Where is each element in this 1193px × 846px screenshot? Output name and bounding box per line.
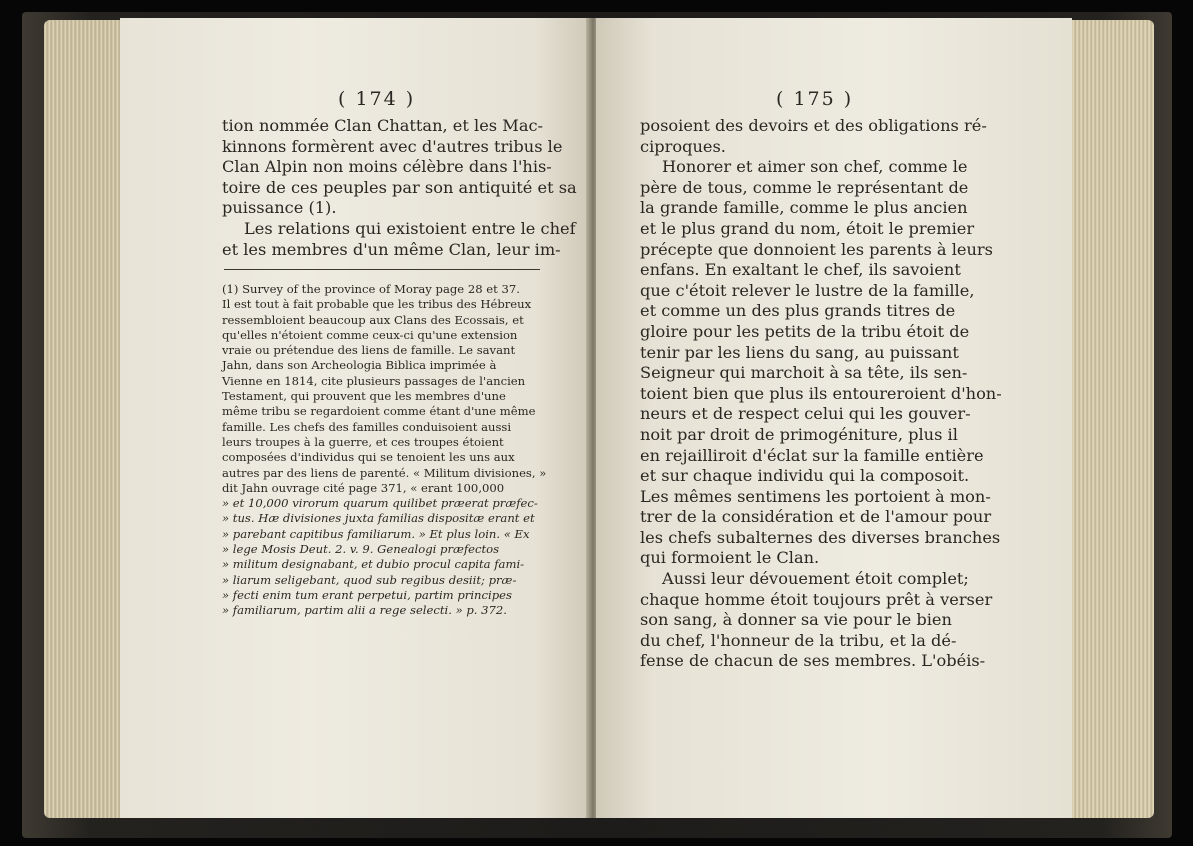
body-line: et le plus grand du nom, étoit le premier	[640, 218, 975, 238]
body-line: tenir par les liens du sang, au puissant	[640, 342, 959, 362]
footnote-line: même tribu se regardoient comme étant d'une même	[222, 404, 536, 419]
body-line: que c'étoit relever le lustre de la famille,	[640, 280, 975, 300]
body-line: père de tous, comme le représentant de	[640, 177, 969, 197]
body-line: et les membres d'un même Clan, leur im-	[222, 239, 561, 259]
right-page-number: ( 175 )	[776, 88, 854, 110]
body-line: la grande famille, comme le plus ancien	[640, 198, 968, 218]
body-line: gloire pour les petits de la tribu étoit de	[640, 321, 970, 341]
body-line: son sang, à donner sa vie pour le bien	[640, 610, 952, 630]
footnote-line: vraie ou prétendue des liens de famille. Le savant	[222, 343, 516, 358]
left-body-text	[222, 116, 577, 260]
body-line: chaque homme étoit toujours prêt à verser	[640, 589, 993, 609]
footnote-line: Jahn, dans son Archeologia Biblica imprimée à	[222, 358, 497, 373]
footnote-line: » familiarum, partim alii a rege selecti. » p. 372.	[222, 603, 507, 618]
body-line: Honorer et aimer son chef, comme le	[662, 157, 968, 177]
body-line: Les relations qui existoient entre le chef	[244, 218, 576, 238]
footnote-rule	[224, 269, 540, 270]
footnote-line: dit Jahn ouvrage cité page 371, « erant 100,000	[222, 480, 505, 495]
footnote-line: » et 10,000 virorum quarum quilibet præerat præfec-	[222, 496, 538, 511]
footnote-line: » tus. Hæ divisiones juxta familias dispositæ erant et	[222, 511, 535, 526]
body-line: et comme un des plus grands titres de	[640, 301, 956, 321]
footnote-line: » fecti enim tum erant perpetui, partim principes	[222, 587, 512, 602]
body-line: puissance (1).	[222, 198, 337, 218]
footnote-line: » lege Mosis Deut. 2. v. 9. Genealogi præfectos	[222, 542, 500, 557]
body-line: les chefs subalternes des diverses branches	[640, 527, 1001, 547]
footnote-line: » militum designabant, et dubio procul capita fami-	[222, 557, 525, 572]
body-line: précepte que donnoient les parents à leurs	[640, 239, 993, 259]
left-page	[120, 18, 590, 818]
body-line: du chef, l'honneur de la tribu, et la dé-	[640, 630, 957, 650]
footnote-line: qu'elles n'étoient comme ceux-ci qu'une extension	[222, 327, 518, 342]
right-page	[596, 18, 1072, 818]
footnote-line: Il est tout à fait probable que les tribus des Hébreux	[222, 297, 532, 312]
body-line: ciproques.	[640, 136, 726, 156]
body-line: Aussi leur dévouement étoit complet;	[662, 569, 969, 589]
body-line: toient bien que plus ils entoureroient d'hon-	[640, 383, 1002, 403]
body-line: Clan Alpin non moins célèbre dans l'his-	[222, 157, 552, 177]
left-footnotes	[222, 282, 547, 619]
left-page-edges	[44, 20, 126, 818]
right-page-edges	[1068, 20, 1154, 818]
body-line: et sur chaque individu qui la composoit.	[640, 466, 970, 486]
footnote-line: autres par des liens de parenté. « Militum divisiones, »	[222, 465, 547, 480]
footnote-line: (1) Survey of the province of Moray page 28 et 37.	[222, 282, 520, 296]
footnote-line: Testament, qui prouvent que les membres d'une	[222, 389, 506, 404]
footnote-line: Vienne en 1814, cite plusieurs passages de l'ancien	[222, 373, 526, 388]
left-page-number: ( 174 )	[338, 88, 416, 110]
body-line: qui formoient le Clan.	[640, 548, 820, 568]
footnote-line: » parebant capitibus familiarum. » Et plus loin. « Ex	[222, 526, 530, 541]
footnote-line: composées d'individus qui se tenoient les uns aux	[222, 450, 515, 465]
body-line: kinnons formèrent avec d'autres tribus le	[222, 136, 563, 156]
footnote-line: famille. Les chefs des familles conduisoient aussi	[222, 419, 512, 434]
body-line: posoient des devoirs et des obligations ré-	[640, 116, 987, 135]
footnote-line: ressembloient beaucoup aux Clans des Ecossais, et	[222, 312, 524, 327]
body-line: neurs et de respect celui qui les gouver-	[640, 404, 971, 424]
body-line: Les mêmes sentimens les portoient à mon-	[640, 486, 991, 506]
body-line: trer de la considération et de l'amour pour	[640, 507, 992, 527]
body-line: toire de ces peuples par son antiquité et sa	[222, 177, 577, 197]
body-line: Seigneur qui marchoit à sa tête, ils sen-	[640, 363, 968, 383]
footnote-line: leurs troupes à la guerre, et ces troupes étoient	[222, 434, 504, 449]
right-body-text	[640, 116, 1002, 672]
body-line: fense de chacun de ses membres. L'obéis-	[640, 651, 986, 671]
body-line: tion nommée Clan Chattan, et les Mac-	[222, 116, 543, 135]
body-line: en rejailliroit d'éclat sur la famille entière	[640, 445, 984, 465]
body-line: noit par droit de primogéniture, plus il	[640, 424, 958, 444]
body-line: enfans. En exaltant le chef, ils savoient	[640, 260, 961, 280]
footnote-line: » liarum seligebant, quod sub regibus desiit; præ-	[222, 572, 517, 587]
